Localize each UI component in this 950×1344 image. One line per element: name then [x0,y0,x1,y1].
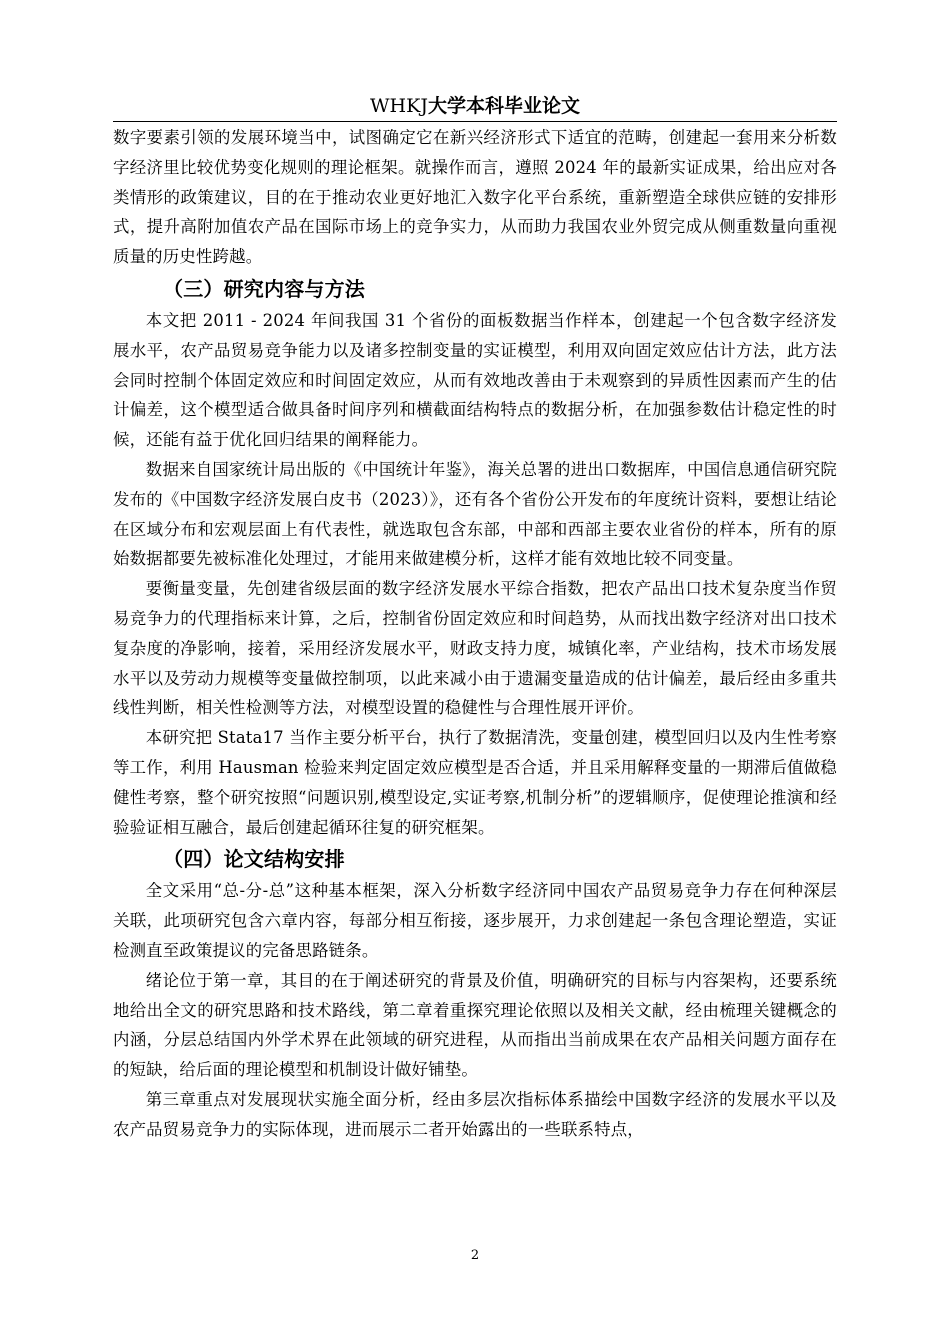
header-latin: WHKJ [370,95,428,117]
header-title: 大学本科毕业论文 [427,95,580,117]
paragraph: 第三章重点对发展现状实施全面分析，经由多层次指标体系描绘中国数字经济的发展水平以及农产品贸易竞争力的实际体现，进而展示二者开始露出的一些联系特点， [113,1089,837,1139]
paragraph: 本文把 2011 - 2024 年间我国 31 个省份的面板数据当作样本，创建起一个包含数字经济发展水平，农产品贸易竞争能力以及诸多控制变量的实证模型，利用双向固定效应估计方法，此方法会同时控制个体固定效应和时间固定效应，从而有效地改善由于未观察到的异质性因素而产生的估计偏差，这个模型适合做具备时间序列和横截面结构特点的数据分析，在加强参数估计稳定性的时候，还能有益于优化回归结果的阐释能力。 [113,310,837,450]
running-header [113,92,837,122]
paragraph: 本研究把 Stata17 当作主要分析平台，执行了数据清洗，变量创建，模型回归以及内生性考察等工作，利用 Hausman 检验来判定固定效应模型是否合适，并且采用解释变量的一期滞后值做稳健性考察，整个研究按照“问题识别,模型设定,实证考察,机制分析”的逻辑顺序，促使理论推演和经验验证相互融合，最后创建起循环往复的研究框架。 [113,728,837,837]
paragraph: 全文采用“总-分-总”这种基本框架，深入分析数字经济同中国农产品贸易竞争力存在何种深层关联，此项研究包含六章内容，每部分相互衔接，逐步展开，力求创建起一条包含理论塑造，实证检测直至政策提议的完备思路链条。 [113,881,837,960]
paragraph-continued: 数字要素引领的发展环境当中，试图确定它在新兴经济形式下适宜的范畴，创建起一套用来分析数字经济里比较优势变化规则的理论框架。就操作而言，遵照 2024 年的最新实证成果，给出应对各类情形的政策建议，目的在于推动农业更好地汇入数字化平台系统，重新塑造全球供应链的安排形式，提升高附加值农产品在国际市场上的竞争实力，从而助力我国农业外贸完成从侧重数量向重视质量的历史性跨越。 [113,128,837,267]
paragraph: 要衡量变量，先创建省级层面的数字经济发展水平综合指数，把农产品出口技术复杂度当作贸易竞争力的代理指标来计算，之后，控制省份固定效应和时间趋势，从而找出数字经济对出口技术复杂度的净影响，接着，采用经济发展水平，财政支持力度，城镇化率，产业结构，技术市场发展水平以及劳动力规模等变量做控制项，以此来减小由于遗漏变量造成的估计偏差，最后经由多重共线性判断，相关性检测等方法，对模型设置的稳健性与合理性展开评价。 [113,579,837,718]
paragraph: 数据来自国家统计局出版的《中国统计年鉴》，海关总署的进出口数据库，中国信息通信研究院发布的《中国数字经济发展白皮书（2023）》，还有各个省份公开发布的年度统计资料，要想让结论在区域分布和宏观层面上有代表性，就选取包含东部，中部和西部主要农业省份的样本，所有的原始数据都要先被标准化处理过，才能用来做建模分析，这样才能有效地比较不同变量。 [113,459,837,569]
body-text [113,123,837,1145]
paragraph: 绪论位于第一章，其目的在于阐述研究的背景及价值，明确研究的目标与内容架构，还要系统地给出全文的研究思路和技术路线，第二章着重探究理论依照以及相关文献，经由梳理关键概念的内涵，分层总结国内外学术界在此领域的研究进程，从而指出当前成果在农产品相关问题方面存在的短缺，给后面的理论模型和机制设计做好铺垫。 [113,970,837,1080]
section-heading-research-content: （三）研究内容与方法 [163,276,365,301]
section-heading-thesis-structure: （四）论文结构安排 [163,847,345,872]
page-number: 2 [470,1248,480,1263]
